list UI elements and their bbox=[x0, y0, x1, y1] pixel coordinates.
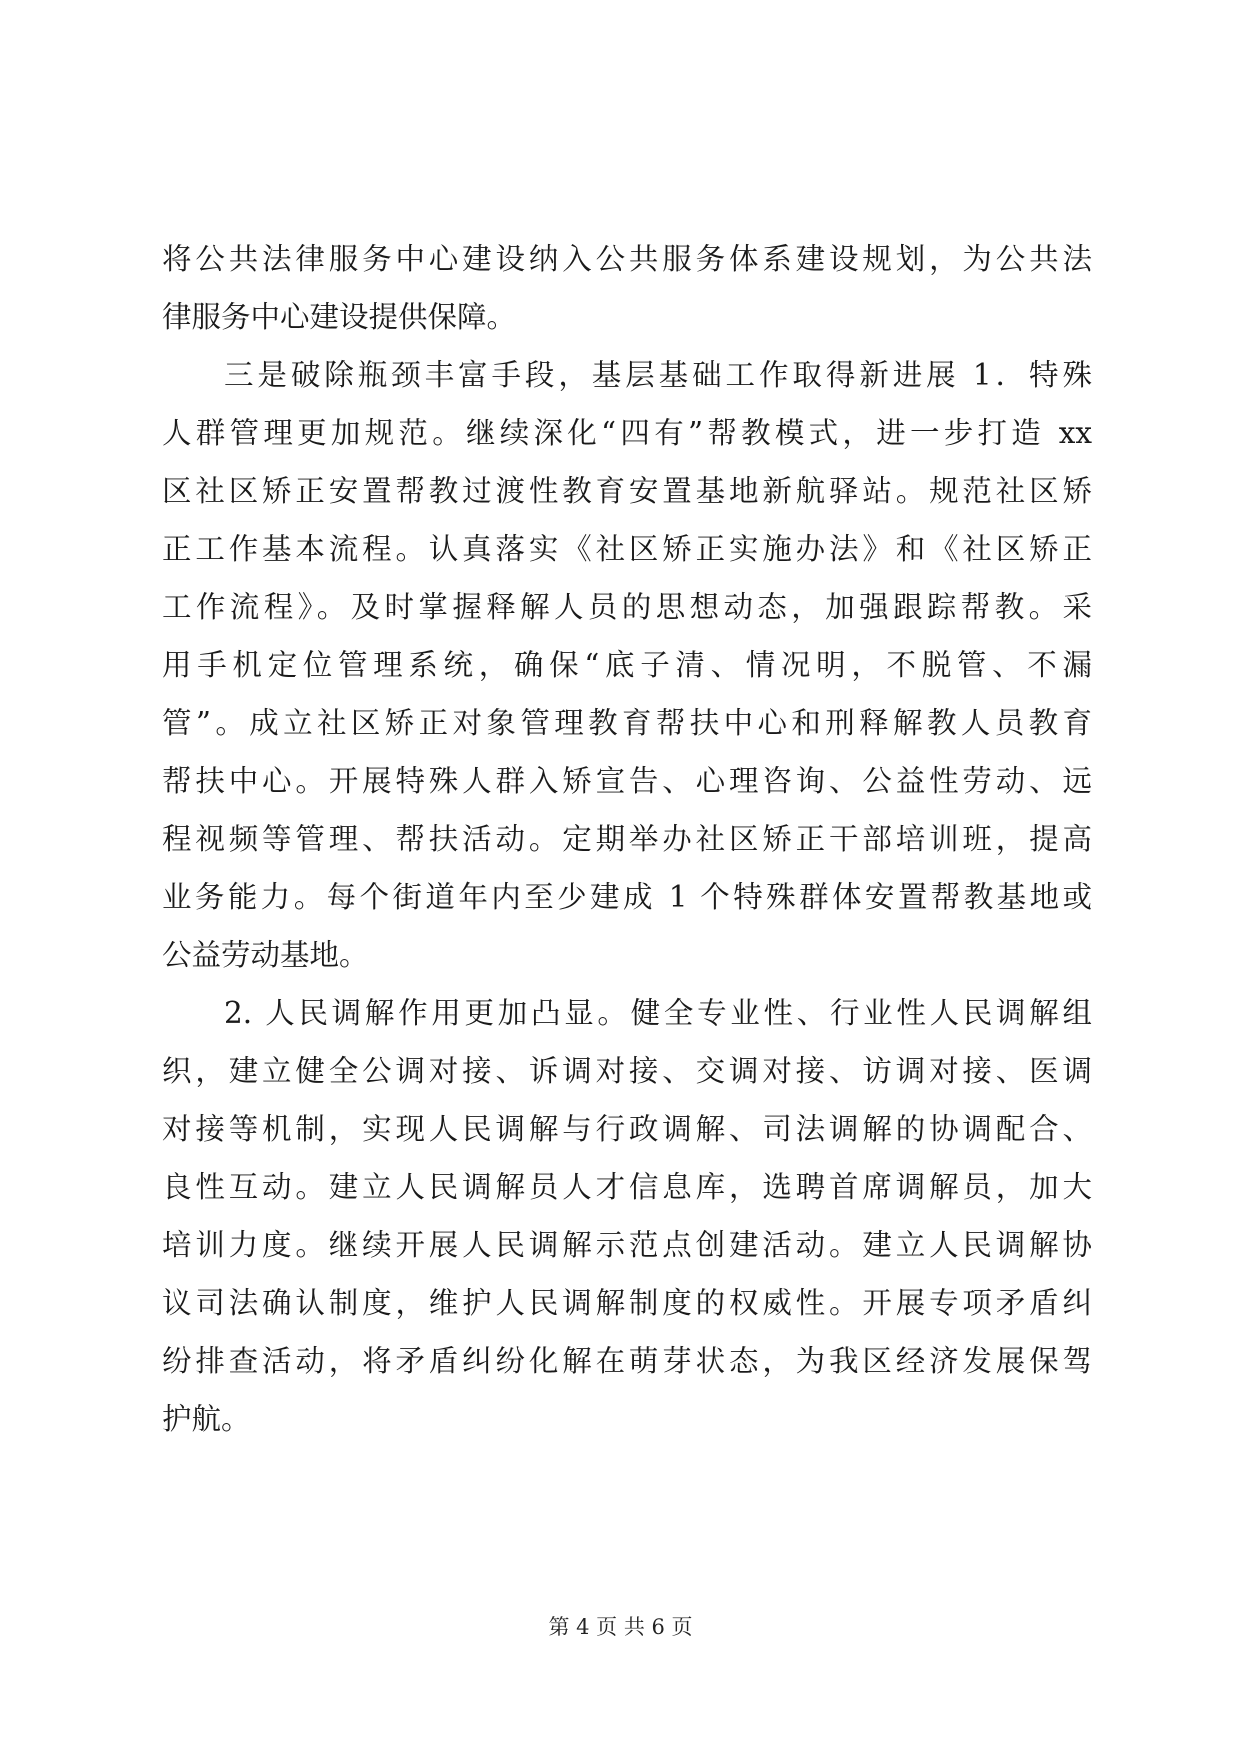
text-line: 对接等机制，实现人民调解与行政调解、司法调解的协调配合、 bbox=[162, 1112, 1092, 1146]
text-line: 正工作基本流程。认真落实《社区矫正实施办法》和《社区矫正 bbox=[162, 532, 1092, 566]
paragraph bbox=[162, 230, 1092, 346]
text-line: 业务能力。每个街道年内至少建成 1 个特殊群体安置帮教基地或 bbox=[162, 880, 1092, 914]
text-line: 程视频等管理、帮扶活动。定期举办社区矫正干部培训班，提高 bbox=[162, 822, 1092, 856]
text-line: 管”。成立社区矫正对象管理教育帮扶中心和刑释解教人员教育 bbox=[162, 706, 1092, 740]
text-line: 人群管理更加规范。继续深化“四有”帮教模式，进一步打造 xx bbox=[162, 416, 1092, 450]
text-line: 护航。 bbox=[162, 1402, 251, 1436]
text-line: 2. 人民调解作用更加凸显。健全专业性、行业性人民调解组 bbox=[224, 996, 1092, 1030]
paragraph bbox=[162, 346, 1092, 984]
text-line: 区社区矫正安置帮教过渡性教育安置基地新航驿站。规范社区矫 bbox=[162, 474, 1092, 508]
text-line: 培训力度。继续开展人民调解示范点创建活动。建立人民调解协 bbox=[162, 1228, 1092, 1262]
document-body bbox=[162, 230, 1092, 1448]
text-line: 议司法确认制度，维护人民调解制度的权威性。开展专项矛盾纠 bbox=[162, 1286, 1092, 1320]
text-line: 公益劳动基地。 bbox=[162, 938, 369, 972]
text-line: 律服务中心建设提供保障。 bbox=[162, 300, 517, 334]
text-line: 帮扶中心。开展特殊人群入矫宣告、心理咨询、公益性劳动、远 bbox=[162, 764, 1092, 798]
text-line: 纷排查活动，将矛盾纠纷化解在萌芽状态，为我区经济发展保驾 bbox=[162, 1344, 1092, 1378]
text-line: 织，建立健全公调对接、诉调对接、交调对接、访调对接、医调 bbox=[162, 1054, 1092, 1088]
text-line: 三是破除瓶颈丰富手段，基层基础工作取得新进展 1．特殊 bbox=[224, 358, 1092, 392]
paragraph bbox=[162, 984, 1092, 1448]
page-number-footer: 第 4 页 共 6 页 bbox=[548, 1615, 693, 1639]
text-line: 良性互动。建立人民调解员人才信息库，选聘首席调解员，加大 bbox=[162, 1170, 1092, 1204]
text-line: 工作流程》。及时掌握释解人员的思想动态，加强跟踪帮教。采 bbox=[162, 590, 1092, 624]
text-line: 用手机定位管理系统，确保“底子清、情况明，不脱管、不漏 bbox=[162, 648, 1092, 682]
text-line: 将公共法律服务中心建设纳入公共服务体系建设规划，为公共法 bbox=[162, 242, 1092, 276]
